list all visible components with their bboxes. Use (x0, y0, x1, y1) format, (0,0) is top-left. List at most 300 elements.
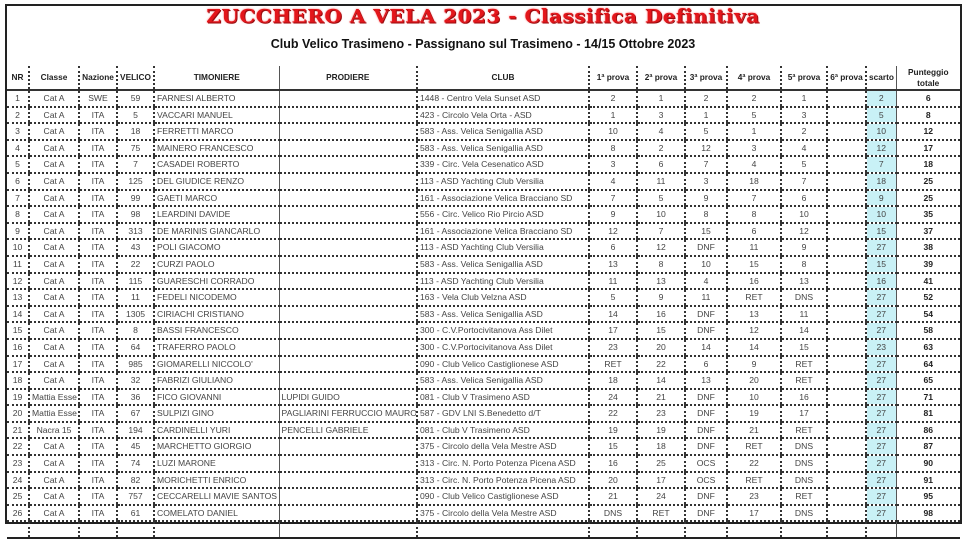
prova-3-cell: 1 (685, 107, 727, 124)
classe-cell: Cat A (29, 306, 79, 323)
velico-cell: 5 (117, 107, 154, 124)
nazione-cell: ITA (79, 223, 117, 240)
punteggio-totale-cell: 52 (896, 289, 960, 306)
prova-5-cell: 6 (781, 190, 827, 207)
table-body (7, 90, 960, 538)
col-nr-header: NR (7, 66, 29, 90)
prodiere-cell (279, 372, 417, 389)
scarto-cell: 5 (866, 107, 896, 124)
club-cell: 583 - Ass. Velica Senigallia ASD (417, 256, 589, 273)
prova-1-cell: 12 (589, 223, 637, 240)
prova-5-cell: 5 (781, 156, 827, 173)
prova-1-cell: 6 (589, 239, 637, 256)
classe-cell: Cat A (29, 223, 79, 240)
prova-3-cell: 12 (685, 140, 727, 157)
table-row (7, 190, 960, 207)
prova-2-cell: 23 (637, 405, 685, 422)
prova-1-cell: 23 (589, 339, 637, 356)
prova-6-cell (827, 90, 866, 107)
prova-3-cell: 7 (685, 156, 727, 173)
velico-cell: 11 (117, 289, 154, 306)
classe-cell: Cat A (29, 239, 79, 256)
prodiere-cell (279, 256, 417, 273)
prova-1-cell: 24 (589, 389, 637, 406)
velico-cell: 59 (117, 90, 154, 107)
prova-3-cell: OCS (685, 472, 727, 489)
nazione-cell: ITA (79, 289, 117, 306)
prova-2-cell: 17 (637, 472, 685, 489)
timoniere-cell: LEARDINI DAVIDE (154, 206, 279, 223)
prova-5-cell: 9 (781, 239, 827, 256)
prova-5-cell: 3 (781, 107, 827, 124)
punteggio-totale-cell: 18 (896, 156, 960, 173)
prova-3-cell: DNF (685, 488, 727, 505)
table-row (7, 123, 960, 140)
empty-cell (827, 521, 866, 538)
prova-4-cell: 19 (727, 405, 781, 422)
timoniere-cell: CECCARELLI MAVIE SANTOS (154, 488, 279, 505)
prova-3-cell: DNF (685, 422, 727, 439)
col-prodiere-header: PRODIERE (279, 66, 417, 90)
nr-cell: 9 (7, 223, 29, 240)
nr-cell: 18 (7, 372, 29, 389)
prova-6-cell (827, 322, 866, 339)
prova-3-cell: DNF (685, 306, 727, 323)
col-prova-6-header: 6ª prova (827, 66, 866, 90)
classe-cell: Cat A (29, 455, 79, 472)
club-cell: 583 - Ass. Velica Senigallia ASD (417, 306, 589, 323)
nr-cell: 26 (7, 505, 29, 522)
velico-cell: 61 (117, 505, 154, 522)
velico-cell: 74 (117, 455, 154, 472)
prodiere-cell (279, 505, 417, 522)
velico-cell: 985 (117, 356, 154, 373)
prova-1-cell: 22 (589, 405, 637, 422)
prova-1-cell: 2 (589, 90, 637, 107)
nazione-cell: ITA (79, 505, 117, 522)
prodiere-cell (279, 190, 417, 207)
prova-5-cell: RET (781, 488, 827, 505)
prova-4-cell: 22 (727, 455, 781, 472)
prova-5-cell: 4 (781, 140, 827, 157)
prodiere-cell (279, 173, 417, 190)
scarto-cell: 27 (866, 438, 896, 455)
prova-6-cell (827, 190, 866, 207)
results-table (7, 66, 960, 539)
nazione-cell: ITA (79, 156, 117, 173)
nazione-cell: ITA (79, 405, 117, 422)
punteggio-totale-cell: 17 (896, 140, 960, 157)
prova-4-cell: 6 (727, 223, 781, 240)
col-timoniere-header: TIMONIERE (154, 66, 279, 90)
prodiere-cell (279, 223, 417, 240)
empty-cell (279, 521, 417, 538)
table-row (7, 107, 960, 124)
prova-6-cell (827, 438, 866, 455)
classe-cell: Cat A (29, 372, 79, 389)
col-prova-2-header: 2ª prova (637, 66, 685, 90)
scarto-cell: 27 (866, 356, 896, 373)
prova-1-cell: 14 (589, 306, 637, 323)
prova-2-cell: 15 (637, 322, 685, 339)
prova-6-cell (827, 422, 866, 439)
prova-5-cell: DNS (781, 505, 827, 522)
club-cell: 163 - Vela Club Velzna ASD (417, 289, 589, 306)
punteggio-totale-cell: 86 (896, 422, 960, 439)
nr-cell: 25 (7, 488, 29, 505)
nazione-cell: ITA (79, 173, 117, 190)
prova-3-cell: DNF (685, 389, 727, 406)
prova-6-cell (827, 356, 866, 373)
classe-cell: Nacra 15 (29, 422, 79, 439)
prova-1-cell: 8 (589, 140, 637, 157)
nazione-cell: ITA (79, 472, 117, 489)
prova-5-cell: 1 (781, 90, 827, 107)
prova-4-cell: 23 (727, 488, 781, 505)
prova-1-cell: 5 (589, 289, 637, 306)
prodiere-cell (279, 123, 417, 140)
velico-cell: 67 (117, 405, 154, 422)
prova-3-cell: DNF (685, 438, 727, 455)
table-row (7, 223, 960, 240)
scarto-cell: 15 (866, 256, 896, 273)
club-cell: 113 - ASD Yachting Club Versilia (417, 273, 589, 290)
nazione-cell: ITA (79, 356, 117, 373)
prova-2-cell: 6 (637, 156, 685, 173)
prova-4-cell: 13 (727, 306, 781, 323)
col-prova-4-header: 4ª prova (727, 66, 781, 90)
punteggio-totale-cell: 90 (896, 455, 960, 472)
prova-1-cell: 10 (589, 123, 637, 140)
punteggio-totale-cell: 39 (896, 256, 960, 273)
prova-1-cell: 18 (589, 372, 637, 389)
punteggio-totale-cell: 58 (896, 322, 960, 339)
timoniere-cell: MARCHETTO GIORGIO (154, 438, 279, 455)
velico-cell: 757 (117, 488, 154, 505)
prodiere-cell (279, 107, 417, 124)
punteggio-totale-cell: 64 (896, 356, 960, 373)
prova-1-cell: 17 (589, 322, 637, 339)
prova-1-cell: RET (589, 356, 637, 373)
velico-cell: 18 (117, 123, 154, 140)
prova-1-cell: 11 (589, 273, 637, 290)
prova-4-cell: 20 (727, 372, 781, 389)
prova-4-cell: 7 (727, 190, 781, 207)
table-row (7, 239, 960, 256)
empty-cell (117, 521, 154, 538)
prova-1-cell: 7 (589, 190, 637, 207)
prova-4-cell: 15 (727, 256, 781, 273)
timoniere-cell: FICO GIOVANNI (154, 389, 279, 406)
nazione-cell: ITA (79, 488, 117, 505)
prova-2-cell: 19 (637, 422, 685, 439)
prova-2-cell: 12 (637, 239, 685, 256)
punteggio-totale-cell: 98 (896, 505, 960, 522)
scarto-cell: 27 (866, 389, 896, 406)
club-cell: 113 - ASD Yachting Club Versilia (417, 239, 589, 256)
prova-1-cell: 9 (589, 206, 637, 223)
prova-6-cell (827, 173, 866, 190)
punteggio-totale-cell: 6 (896, 90, 960, 107)
nazione-cell: ITA (79, 140, 117, 157)
prova-6-cell (827, 156, 866, 173)
classe-cell: Cat A (29, 206, 79, 223)
nazione-cell: SWE (79, 90, 117, 107)
nr-cell: 21 (7, 422, 29, 439)
nr-cell: 6 (7, 173, 29, 190)
prova-4-cell: RET (727, 289, 781, 306)
punteggio-totale-cell: 91 (896, 472, 960, 489)
prova-4-cell: 11 (727, 239, 781, 256)
timoniere-cell: DEL GIUDICE RENZO (154, 173, 279, 190)
velico-cell: 115 (117, 273, 154, 290)
club-cell: 090 - Club Velico Castiglionese ASD (417, 488, 589, 505)
velico-cell: 8 (117, 322, 154, 339)
prova-1-cell: 3 (589, 156, 637, 173)
timoniere-cell: SULPIZI GINO (154, 405, 279, 422)
scarto-cell: 7 (866, 156, 896, 173)
nr-cell: 15 (7, 322, 29, 339)
prova-1-cell: 4 (589, 173, 637, 190)
club-cell: 339 - Circ. Vela Cesenatico ASD (417, 156, 589, 173)
col-club-header: CLUB (417, 66, 589, 90)
nazione-cell: ITA (79, 438, 117, 455)
table-header-row (7, 66, 960, 90)
prova-5-cell: 17 (781, 405, 827, 422)
nazione-cell: ITA (79, 322, 117, 339)
nr-cell: 12 (7, 273, 29, 290)
nazione-cell: ITA (79, 107, 117, 124)
prova-3-cell: 5 (685, 123, 727, 140)
prova-5-cell: 8 (781, 256, 827, 273)
punteggio-totale-cell: 95 (896, 488, 960, 505)
page-subtitle: Club Velico Trasimeno - Passignano sul Trasimeno - 14/15 Ottobre 2023 (270, 37, 696, 51)
club-cell: 1448 - Centro Vela Sunset ASD (417, 90, 589, 107)
prova-1-cell: 13 (589, 256, 637, 273)
prova-1-cell: 1 (589, 107, 637, 124)
scarto-cell: 10 (866, 123, 896, 140)
scarto-cell: 27 (866, 322, 896, 339)
timoniere-cell: COMELATO DANIEL (154, 505, 279, 522)
prova-4-cell: 14 (727, 339, 781, 356)
nr-cell: 7 (7, 190, 29, 207)
prova-6-cell (827, 107, 866, 124)
scarto-cell: 23 (866, 339, 896, 356)
prova-4-cell: 1 (727, 123, 781, 140)
classe-cell: Cat A (29, 190, 79, 207)
club-cell: 313 - Circ. N. Porto Potenza Picena ASD (417, 472, 589, 489)
prova-6-cell (827, 273, 866, 290)
velico-cell: 125 (117, 173, 154, 190)
prova-4-cell: 12 (727, 322, 781, 339)
prova-6-cell (827, 123, 866, 140)
prova-3-cell: 2 (685, 90, 727, 107)
prova-2-cell: 24 (637, 488, 685, 505)
empty-cell (727, 521, 781, 538)
prova-6-cell (827, 256, 866, 273)
page-title: ZUCCHERO A VELA 2023 - Classifica Definitiva (206, 4, 760, 28)
prova-5-cell: RET (781, 356, 827, 373)
prova-6-cell (827, 206, 866, 223)
classe-cell: Cat A (29, 322, 79, 339)
velico-cell: 64 (117, 339, 154, 356)
club-cell: 313 - Circ. N. Porto Potenza Picena ASD (417, 455, 589, 472)
nr-cell: 11 (7, 256, 29, 273)
prodiere-cell (279, 90, 417, 107)
col-punteggio-totale-header: Punteggio totale (896, 66, 960, 90)
prova-5-cell: RET (781, 372, 827, 389)
prova-6-cell (827, 472, 866, 489)
col-prova-1-header: 1ª prova (589, 66, 637, 90)
timoniere-cell: GAETI MARCO (154, 190, 279, 207)
classe-cell: Cat A (29, 173, 79, 190)
timoniere-cell: POLI GIACOMO (154, 239, 279, 256)
prova-5-cell: 14 (781, 322, 827, 339)
table-row (7, 505, 960, 522)
empty-cell (154, 521, 279, 538)
scarto-cell: 27 (866, 505, 896, 522)
nr-cell: 24 (7, 472, 29, 489)
prova-1-cell: 15 (589, 438, 637, 455)
prova-4-cell: 8 (727, 206, 781, 223)
prova-2-cell: 10 (637, 206, 685, 223)
timoniere-cell: FEDELI NICODEMO (154, 289, 279, 306)
scarto-cell: 10 (866, 206, 896, 223)
prova-6-cell (827, 339, 866, 356)
nazione-cell: ITA (79, 306, 117, 323)
club-cell: 090 - Club Velico Castiglionese ASD (417, 356, 589, 373)
classe-cell: Cat A (29, 123, 79, 140)
classe-cell: Cat A (29, 140, 79, 157)
classe-cell: Cat A (29, 156, 79, 173)
scarto-cell: 16 (866, 273, 896, 290)
prova-2-cell: 21 (637, 389, 685, 406)
classe-cell: Cat A (29, 273, 79, 290)
empty-table-row (7, 521, 960, 538)
scarto-cell: 27 (866, 472, 896, 489)
club-cell: 375 - Circolo della Vela Mestre ASD (417, 438, 589, 455)
nr-cell: 23 (7, 455, 29, 472)
timoniere-cell: FERRETTI MARCO (154, 123, 279, 140)
prova-3-cell: 10 (685, 256, 727, 273)
punteggio-totale-cell: 63 (896, 339, 960, 356)
prodiere-cell (279, 273, 417, 290)
prova-4-cell: 5 (727, 107, 781, 124)
club-cell: 081 - Club V Trasimeno ASD (417, 389, 589, 406)
prova-6-cell (827, 455, 866, 472)
scarto-cell: 9 (866, 190, 896, 207)
scarto-cell: 27 (866, 455, 896, 472)
scarto-cell: 27 (866, 405, 896, 422)
prova-2-cell: 13 (637, 273, 685, 290)
nr-cell: 16 (7, 339, 29, 356)
prova-2-cell: 9 (637, 289, 685, 306)
prova-4-cell: RET (727, 438, 781, 455)
table-row (7, 405, 960, 422)
table-row (7, 322, 960, 339)
prova-2-cell: 5 (637, 190, 685, 207)
prova-5-cell: 15 (781, 339, 827, 356)
prova-3-cell: 4 (685, 273, 727, 290)
punteggio-totale-cell: 37 (896, 223, 960, 240)
club-cell: 300 - C.V.Portocivitanova Ass Dilet (417, 339, 589, 356)
prova-1-cell: DNS (589, 505, 637, 522)
punteggio-totale-cell: 38 (896, 239, 960, 256)
nazione-cell: ITA (79, 256, 117, 273)
prova-3-cell: 13 (685, 372, 727, 389)
prova-6-cell (827, 306, 866, 323)
table-row (7, 472, 960, 489)
punteggio-totale-cell: 8 (896, 107, 960, 124)
nr-cell: 20 (7, 405, 29, 422)
prova-1-cell: 16 (589, 455, 637, 472)
table-row (7, 438, 960, 455)
nr-cell: 10 (7, 239, 29, 256)
scarto-cell: 12 (866, 140, 896, 157)
table-row (7, 90, 960, 107)
scarto-cell: 27 (866, 289, 896, 306)
classe-cell: Cat A (29, 90, 79, 107)
punteggio-totale-cell: 12 (896, 123, 960, 140)
velico-cell: 45 (117, 438, 154, 455)
prova-5-cell: 13 (781, 273, 827, 290)
nr-cell: 13 (7, 289, 29, 306)
club-cell: 423 - Circolo Vela Orta - ASD (417, 107, 589, 124)
prova-3-cell: DNF (685, 505, 727, 522)
velico-cell: 7 (117, 156, 154, 173)
nr-cell: 4 (7, 140, 29, 157)
prodiere-cell (279, 339, 417, 356)
table-row (7, 389, 960, 406)
club-cell: 300 - C.V.Portocivitanova Ass Dilet (417, 322, 589, 339)
scarto-cell: 18 (866, 173, 896, 190)
scarto-cell: 27 (866, 488, 896, 505)
nr-cell: 3 (7, 123, 29, 140)
table-row (7, 273, 960, 290)
club-cell: 113 - ASD Yachting Club Versilia (417, 173, 589, 190)
empty-cell (781, 521, 827, 538)
velico-cell: 82 (117, 472, 154, 489)
timoniere-cell: TRAFERRO PAOLO (154, 339, 279, 356)
prova-4-cell: 17 (727, 505, 781, 522)
prova-6-cell (827, 389, 866, 406)
prova-3-cell: 14 (685, 339, 727, 356)
prova-3-cell: DNF (685, 405, 727, 422)
classe-cell: Cat A (29, 289, 79, 306)
classe-cell: Cat A (29, 256, 79, 273)
prova-1-cell: 21 (589, 488, 637, 505)
timoniere-cell: GUARESCHI CORRADO (154, 273, 279, 290)
prova-2-cell: 25 (637, 455, 685, 472)
prova-2-cell: 14 (637, 372, 685, 389)
empty-cell (896, 521, 960, 538)
table-row (7, 488, 960, 505)
punteggio-totale-cell: 87 (896, 438, 960, 455)
prodiere-cell (279, 356, 417, 373)
classe-cell: Cat A (29, 438, 79, 455)
nazione-cell: ITA (79, 389, 117, 406)
empty-cell (637, 521, 685, 538)
prodiere-cell (279, 156, 417, 173)
prova-4-cell: 9 (727, 356, 781, 373)
col-scarto-header: scarto (866, 66, 896, 90)
classe-cell: Cat A (29, 488, 79, 505)
nazione-cell: ITA (79, 123, 117, 140)
prodiere-cell: LUPIDI GUIDO (279, 389, 417, 406)
prova-5-cell: 7 (781, 173, 827, 190)
timoniere-cell: MORICHETTI ENRICO (154, 472, 279, 489)
prodiere-cell (279, 206, 417, 223)
